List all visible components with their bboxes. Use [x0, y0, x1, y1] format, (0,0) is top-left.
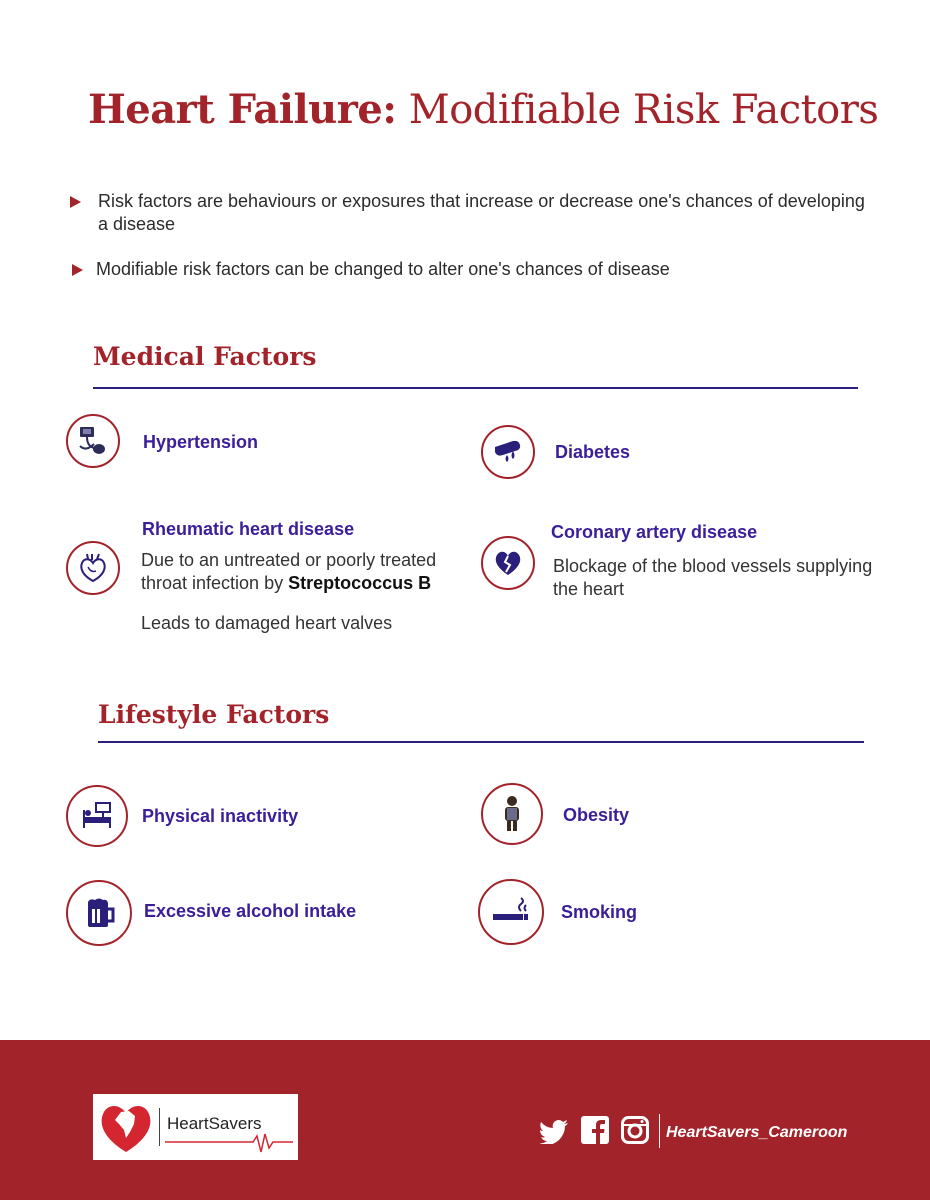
instagram-icon[interactable]: [621, 1116, 649, 1144]
social-divider: [659, 1114, 660, 1148]
bed-tv-icon: [79, 798, 115, 834]
alcohol-icon-circle: [66, 880, 132, 946]
rheumatic-icon-circle: [66, 541, 120, 595]
heart-africa-logo-icon: [97, 1098, 155, 1156]
cigarette-icon: [491, 897, 531, 927]
heart-organ-icon: [76, 551, 110, 585]
coronary-artery-disease-label: Coronary artery disease: [551, 522, 758, 542]
section-divider: [98, 741, 864, 743]
page-title: [88, 86, 878, 133]
smoking-icon-circle: [478, 879, 544, 945]
beer-mug-icon: [82, 896, 116, 930]
logo-divider: [159, 1108, 160, 1146]
bullet-marker-icon: [72, 264, 83, 276]
obesity-label: Obesity: [563, 805, 630, 825]
facebook-icon[interactable]: [581, 1116, 609, 1144]
diabetes-icon-circle: [481, 425, 535, 479]
rheumatic-description: [141, 549, 441, 595]
rheumatic-desc-bold: Streptococcus B: [288, 573, 432, 593]
lifestyle-section-title: Lifestyle Factors: [98, 700, 330, 729]
intro-bullet-1: Risk factors are behaviours or exposures that increase or decrease one's chances of developing a disease: [98, 191, 865, 234]
glucose-meter-icon: [491, 435, 525, 469]
diabetes-label: Diabetes: [555, 442, 631, 462]
hypertension-icon-circle: [66, 414, 120, 468]
coronary-icon-circle: [481, 536, 535, 590]
social-handle[interactable]: HeartSavers_Cameroon: [666, 1124, 848, 1141]
smoking-label: Smoking: [561, 902, 638, 922]
medical-section-title: Medical Factors: [93, 342, 317, 371]
obesity-icon-circle: [481, 783, 543, 845]
physical-inactivity-label: Physical inactivity: [142, 806, 299, 826]
intro-bullet-2: Modifiable risk factors can be changed to alter one's chances of disease: [96, 259, 670, 279]
heartsavers-logo: [93, 1094, 298, 1160]
coronary-description: Blockage of the blood vessels supplying the heart: [553, 556, 873, 599]
physical-inactivity-icon-circle: [66, 785, 128, 847]
hypertension-label: Hypertension: [143, 432, 259, 452]
twitter-icon[interactable]: [539, 1120, 569, 1144]
rheumatic-description-2: Leads to damaged heart valves: [141, 613, 393, 633]
blood-pressure-icon: [76, 424, 110, 458]
section-divider: [93, 387, 858, 389]
broken-heart-icon: [492, 547, 524, 579]
rheumatic-heart-disease-label: Rheumatic heart disease: [142, 519, 355, 539]
bullet-marker-icon: [70, 196, 81, 208]
title-bold: Heart Failure:: [88, 86, 397, 133]
rheumatic-desc-text: Due to an untreated or poorly treated throat infection by: [141, 550, 437, 593]
heartbeat-line-icon: [165, 1132, 295, 1156]
title-rest: Modifiable Risk Factors: [396, 87, 879, 133]
person-icon: [497, 794, 527, 834]
alcohol-label: Excessive alcohol intake: [144, 901, 357, 921]
logo-text: HeartSavers: [167, 1114, 262, 1133]
